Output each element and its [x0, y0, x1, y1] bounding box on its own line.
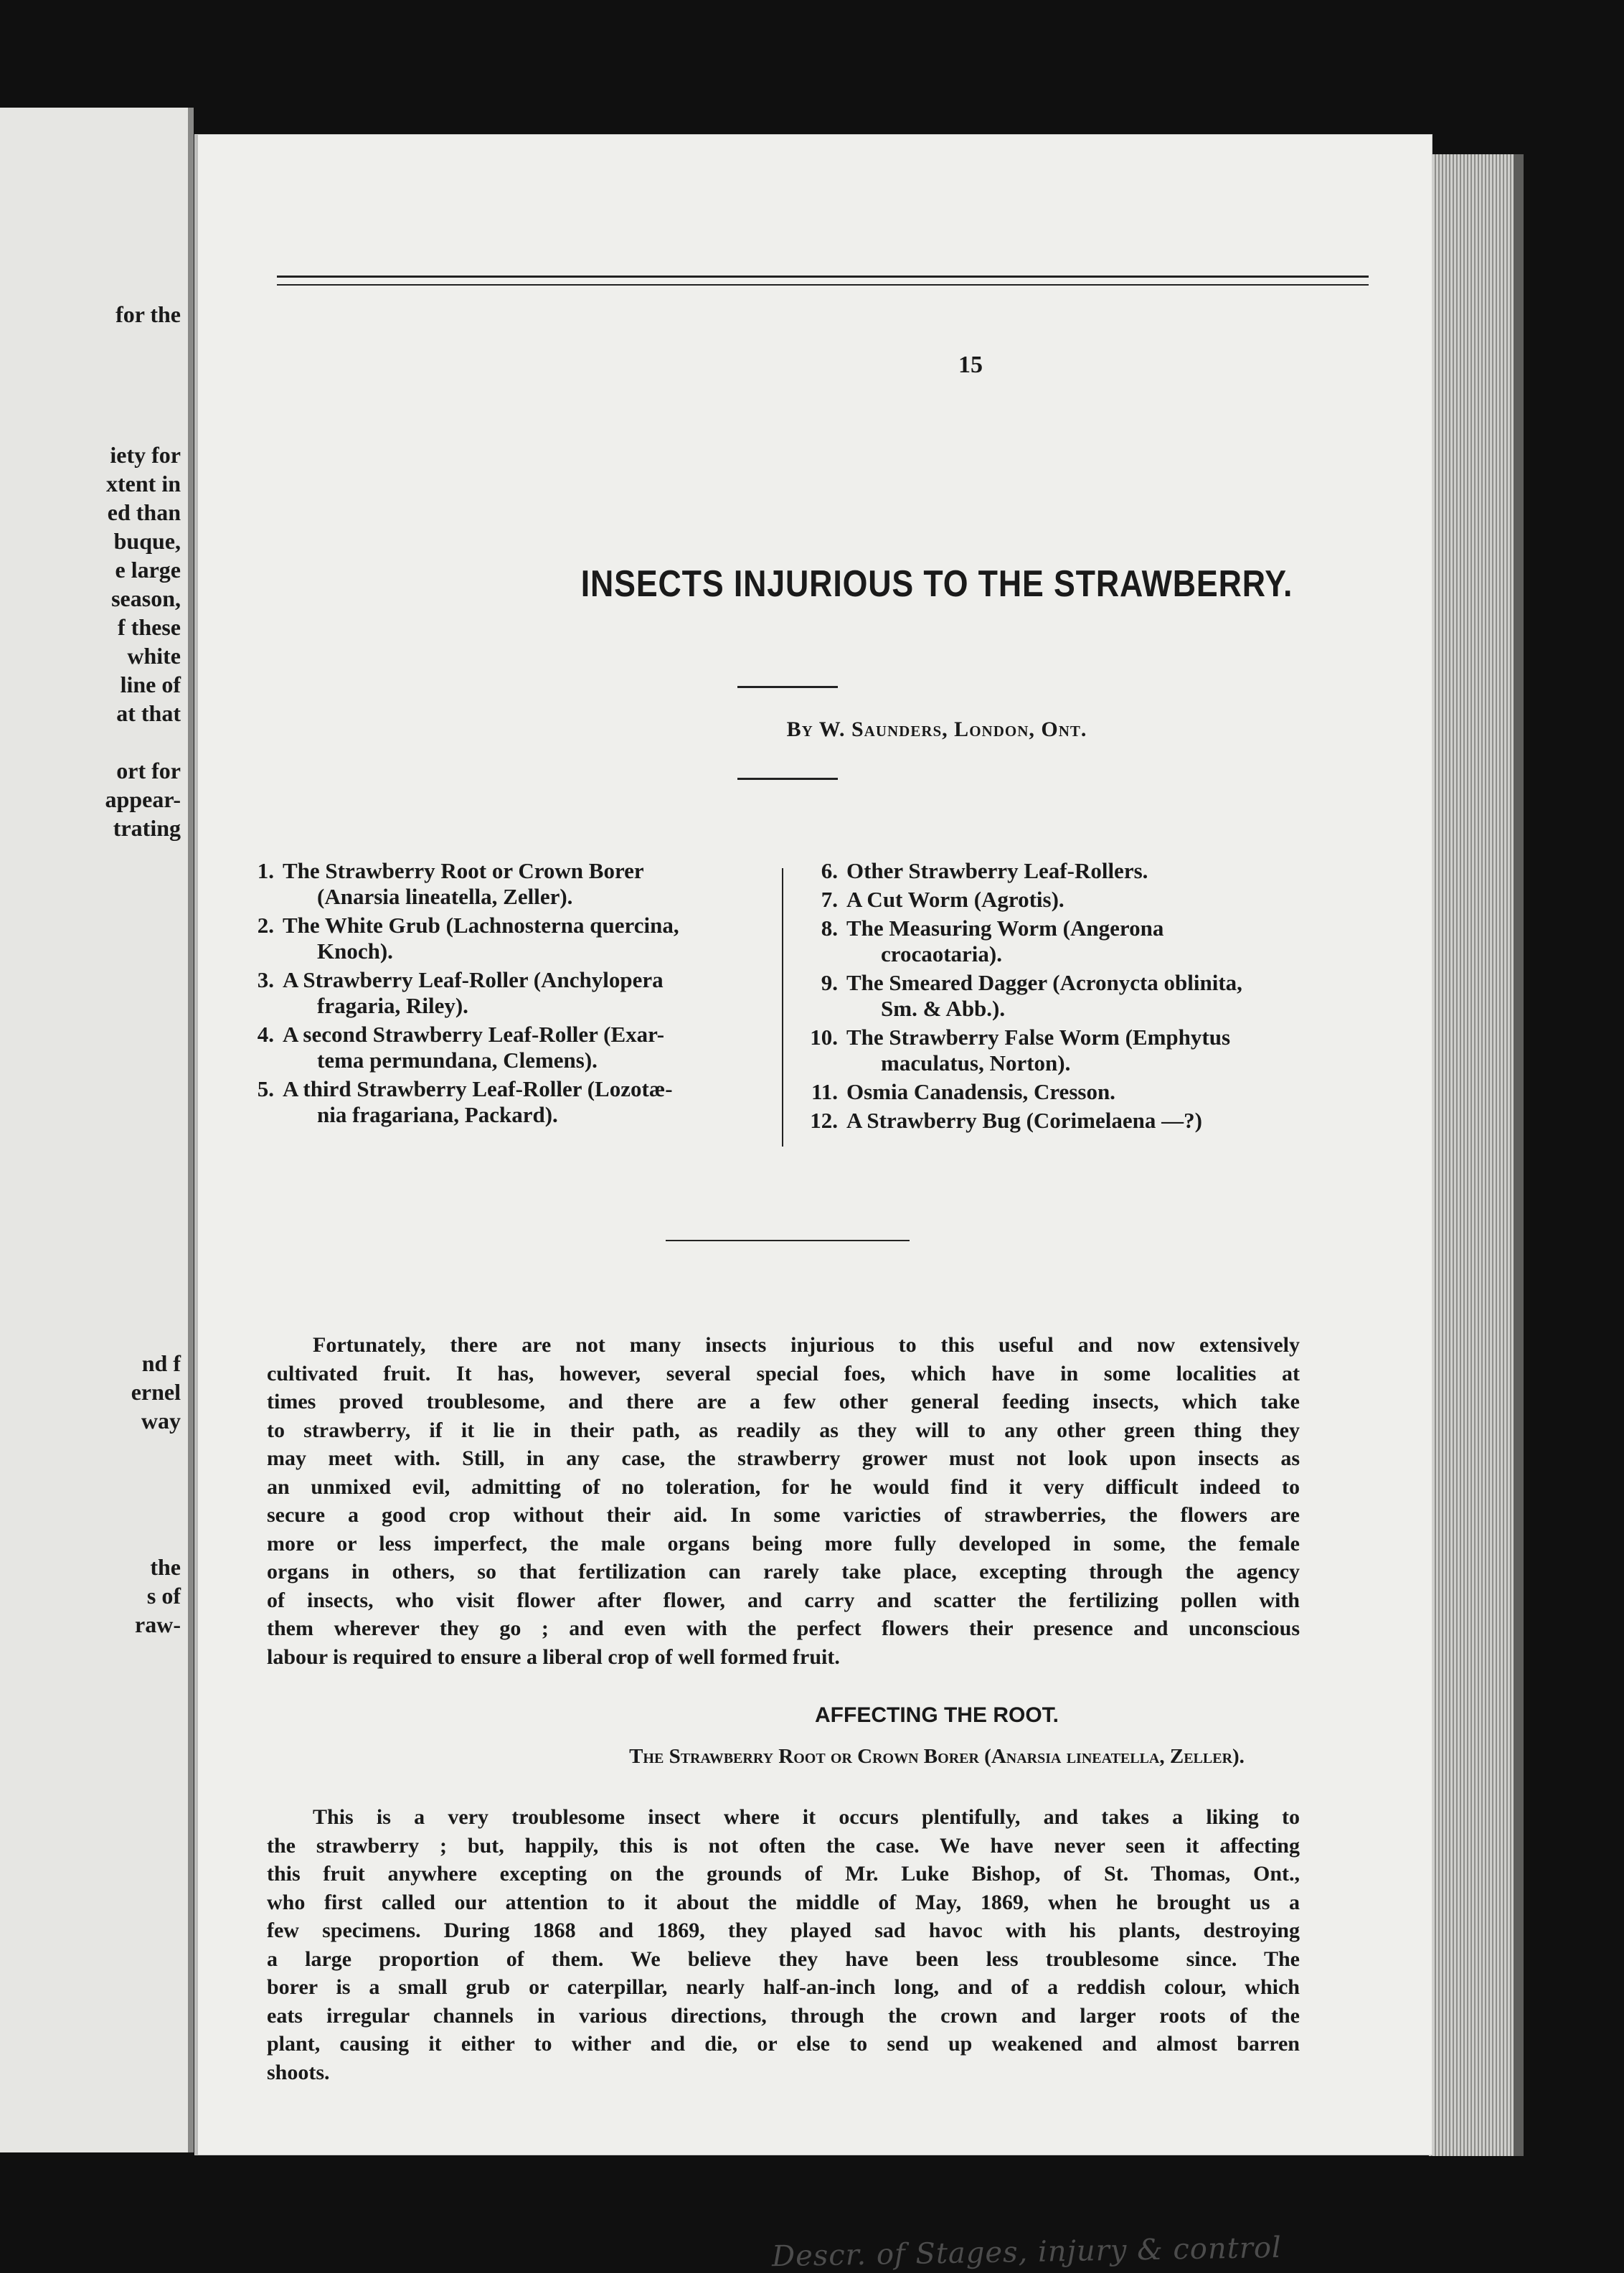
left-page-line: for the: [115, 301, 181, 327]
list-end-rule: [666, 1240, 910, 1241]
left-page-line: ed than: [107, 499, 181, 525]
left-page-line: e large: [115, 557, 181, 583]
section-heading: AFFECTING THE ROOT.: [815, 1703, 1059, 1727]
insect-list-number: 6.: [821, 858, 838, 883]
left-page-line: at that: [116, 700, 181, 726]
book-page-edges: [1429, 154, 1514, 2156]
paragraph-line: eats irregular channels in various directions, through the crown and larger roots of the: [267, 2003, 1300, 2028]
insect-list-entry: A second Strawberry Leaf-Roller (Exar-: [283, 1022, 665, 1047]
insect-list-entry: A Strawberry Leaf-Roller (Anchylopera: [283, 967, 664, 992]
insect-list-entry: Osmia Canadensis, Cresson.: [846, 1079, 1115, 1104]
left-page-line: trating: [113, 815, 181, 841]
left-page-line: season,: [111, 585, 181, 611]
header-rule-top: [277, 276, 1369, 278]
paragraph-line: labour is required to ensure a liberal crop of well formed fruit.: [267, 1644, 840, 1669]
paragraph-line: of insects, who visit flower after flower, and carry and scatter the fertilizing pollen with: [267, 1588, 1300, 1612]
left-page-line: raw-: [135, 1611, 181, 1637]
paragraph-line: to strawberry, if it lie in their path, as readily as they will to any other green thing they: [267, 1418, 1300, 1442]
insect-list-entry: The White Grub (Lachnosterna quercina,: [283, 913, 679, 938]
insect-list-number: 2.: [257, 913, 274, 938]
insect-list-number: 5.: [257, 1076, 274, 1101]
left-page-line: ort for: [116, 758, 181, 783]
book-edge-shadow: [1514, 154, 1524, 2156]
handwritten-annotation: Descr. of Stages, injury & control: [771, 2231, 1283, 2273]
left-page-line: appear-: [105, 786, 181, 812]
insect-list-entry: The Smeared Dagger (Acronycta oblinita,: [846, 970, 1242, 995]
title-rule: [737, 686, 838, 688]
paragraph-line: who first called our attention to it about the middle of May, 1869, when he brought us a: [267, 1890, 1300, 1914]
left-page-line: the: [150, 1554, 181, 1580]
left-page-line: way: [141, 1408, 181, 1434]
paragraph-line: shoots.: [267, 2060, 330, 2084]
insect-list-number: 8.: [821, 916, 838, 941]
page-number: 15: [958, 352, 983, 378]
section-subheading: The Strawberry Root or Crown Borer (Anarsia lineatella, Zeller).: [629, 1745, 1245, 1768]
insect-list-entry: The Measuring Worm (Angerona: [846, 916, 1164, 941]
insect-list-entry-continued: (Anarsia lineatella, Zeller).: [317, 884, 573, 909]
paragraph-line: plant, causing it either to wither and die, or else to send up weakened and almost barren: [267, 2032, 1300, 2056]
insect-list-entry: The Strawberry Root or Crown Borer: [283, 858, 644, 883]
left-page-line: ernel: [131, 1379, 181, 1405]
paragraph-line: few specimens. During 1868 and 1869, they played sad havoc with his plants, destroying: [267, 1919, 1300, 1942]
insect-list-entry-continued: Sm. & Abb.).: [881, 996, 1006, 1021]
left-page-line: nd f: [141, 1350, 181, 1376]
left-page-line: iety for: [110, 442, 181, 468]
paragraph-line: more or less imperfect, the male organs being more fully developed in some, the female: [267, 1531, 1300, 1556]
insect-list-entry-continued: maculatus, Norton).: [881, 1050, 1071, 1076]
main-page: [195, 135, 1432, 2273]
insect-list-entry-continued: fragaria, Riley).: [317, 993, 468, 1018]
insect-list-number: 12.: [810, 1108, 838, 1133]
insect-list-number: 7.: [821, 887, 838, 912]
paragraph-line: the strawberry ; but, happily, this is not often the case. We have never seen it affecting: [267, 1833, 1300, 1858]
insect-list-entry-continued: Knoch).: [317, 938, 393, 964]
paragraph-line: times proved troublesome, and there are a few other general feeding insects, which take: [267, 1390, 1300, 1413]
insect-list-number: 11.: [811, 1079, 838, 1104]
paragraph-line: an unmixed evil, admitting of no toleration, for he would find it very difficult indeed to: [267, 1474, 1300, 1499]
paragraph-line: a large proportion of them. We believe they have been less troublesome since. The: [267, 1947, 1300, 1971]
insect-list-entry: A third Strawberry Leaf-Roller (Lozotæ-: [283, 1076, 673, 1101]
paragraph-line: this fruit anywhere excepting on the grounds of Mr. Luke Bishop, of St. Thomas, Ont.,: [267, 1862, 1300, 1886]
left-page-line: xtent in: [106, 471, 181, 497]
left-page-line: white: [127, 643, 181, 669]
previous-page-strip: [0, 108, 194, 2152]
paragraph-line: them wherever they go ; and even with the perfect flowers their presence and unconscious: [267, 1616, 1300, 1640]
left-page-line: buque,: [113, 528, 181, 554]
byline-rule: [737, 778, 838, 780]
paragraph-line: cultivated fruit. It has, however, several special foes, which have in some localities at: [267, 1361, 1300, 1385]
paragraph-line: Fortunately, there are not many insects injurious to this useful and now extensively: [313, 1333, 1300, 1357]
author-byline: By W. Saunders, London, Ont.: [786, 717, 1087, 741]
left-page-line: f these: [118, 614, 181, 640]
insect-list-entry-continued: tema permundana, Clemens).: [317, 1048, 598, 1073]
paragraph-line: borer is a small grub or caterpillar, nearly half-an-inch long, and of a reddish colour, which: [267, 1975, 1300, 1999]
paragraph-line: secure a good crop without their aid. In some varicties of strawberries, the flowers are: [267, 1503, 1300, 1527]
paragraph-line: may meet with. Still, in any case, the strawberry grower must not look upon insects as: [267, 1446, 1300, 1470]
insect-list-entry: A Strawberry Bug (Corimelaena —?): [846, 1108, 1202, 1133]
insect-list-number: 10.: [810, 1025, 838, 1050]
paragraph-line: This is a very troublesome insect where it occurs plentifully, and takes a liking to: [313, 1805, 1300, 1829]
insect-list-entry: Other Strawberry Leaf-Rollers.: [846, 858, 1148, 883]
insect-list-entry: A Cut Worm (Agrotis).: [846, 887, 1064, 912]
insect-list-entry-continued: crocaotaria).: [881, 941, 1002, 966]
paragraph-line: organs in others, so that fertilization can rarely take place, excepting through the agency: [267, 1560, 1300, 1583]
insect-list-number: 3.: [257, 967, 274, 992]
insect-list-entry: The Strawberry False Worm (Emphytus: [846, 1025, 1231, 1050]
list-column-divider: [782, 868, 783, 1147]
header-rule-bottom: [277, 284, 1369, 286]
insect-list-entry-continued: nia fragariana, Packard).: [317, 1102, 558, 1127]
article-title: INSECTS INJURIOUS TO THE STRAWBERRY.: [580, 563, 1293, 605]
insect-list-number: 4.: [257, 1022, 274, 1047]
left-page-line: s of: [146, 1583, 181, 1609]
left-page-line: line of: [120, 672, 181, 697]
insect-list-number: 9.: [821, 970, 838, 995]
insect-list-number: 1.: [257, 858, 274, 883]
